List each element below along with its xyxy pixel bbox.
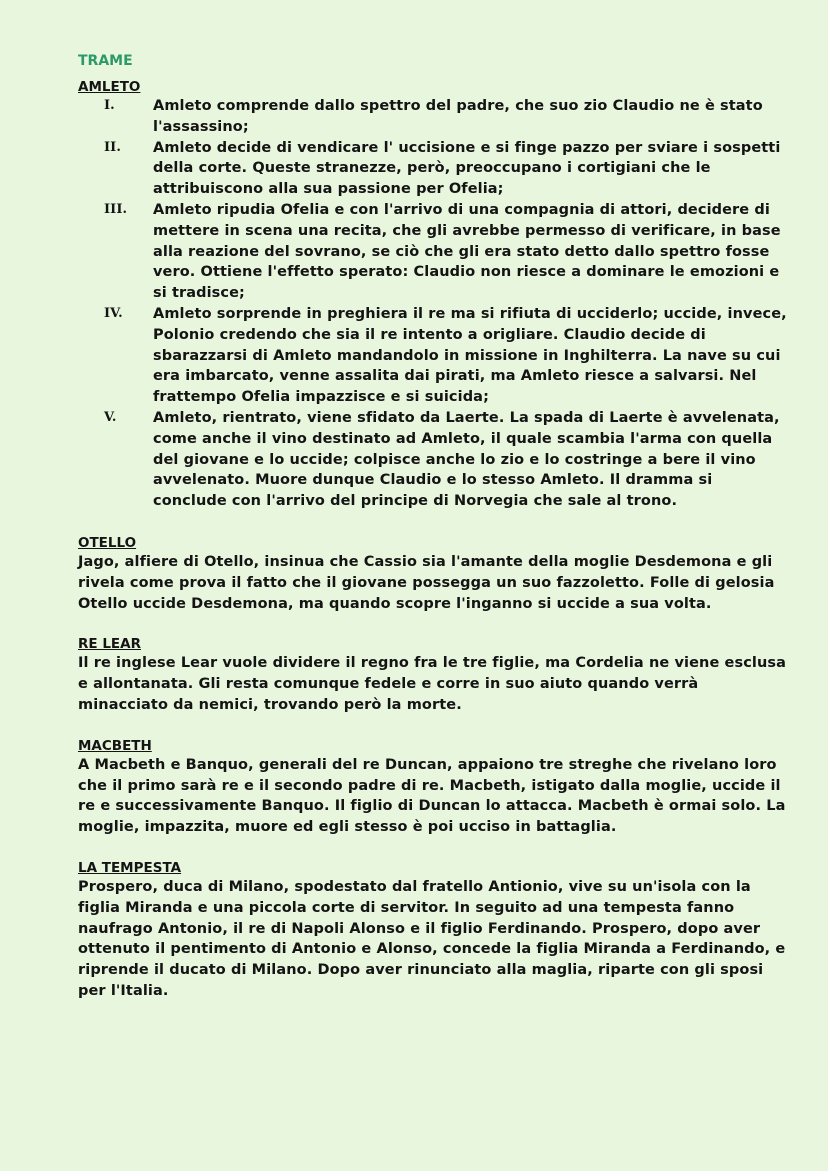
item-number: IV.	[104, 305, 123, 321]
item-text: Amleto decide di vendicare l' uccisione e si finge pazzo per sviare i sospetti della corte. Queste stranezze, però, preoccupano i cortigiani che le attribuiscono alla sua passione per Ofelia;	[153, 139, 781, 198]
section-otello	[78, 534, 788, 614]
section-la-tempesta	[78, 859, 788, 1002]
section-re-lear	[78, 635, 788, 715]
item-number: V.	[104, 409, 117, 425]
amleto-plot-list	[78, 96, 788, 512]
list-item	[78, 408, 788, 512]
section-heading-otello: OTELLO	[78, 534, 137, 551]
item-text: Amleto ripudia Ofelia e con l'arrivo di una compagnia di attori, decidere di mettere in scena una recita, che gli avrebbe permesso di verificare, in base alla reazione del sovrano, se ciò che gli era stato detto dallo spettro fosse vero. Ottiene l'effetto sperato: Claudio non riesce a dominare le emozioni e si tradisce;	[153, 201, 781, 302]
section-macbeth	[78, 737, 788, 838]
section-heading-la-tempesta: LA TEMPESTA	[78, 859, 182, 876]
list-item	[78, 138, 788, 200]
list-item	[78, 304, 788, 408]
section-text-la-tempesta: Prospero, duca di Milano, spodestato dal fratello Antionio, vive su un'isola con la figlia Miranda e una piccola corte di servitor. In seguito ad una tempesta fanno naufrago Antonio, il re di Napoli Alonso e il figlio Ferdinando. Prospero, dopo aver ottenuto il pentimento di Antonio e Alonso, concede la figlia Miranda a Ferdinando, e riprende il ducato di Milano. Dopo aver rinunciato alla maglia, riparte con gli sposi per l'Italia.	[78, 878, 786, 999]
section-text-re-lear: Il re inglese Lear vuole dividere il regno fra le tre figlie, ma Cordelia ne viene esclusa e allontanata. Gli resta comunque fedele e corre in suo aiuto quando verrà minacciato da nemici, trovando però la morte.	[78, 655, 787, 713]
section-heading-re-lear: RE LEAR	[78, 636, 141, 653]
section-amleto	[78, 78, 788, 512]
section-heading-macbeth: MACBETH	[78, 737, 152, 754]
item-number: III.	[104, 201, 128, 217]
section-heading-amleto: AMLETO	[78, 79, 141, 95]
section-text-macbeth: A Macbeth e Banquo, generali del re Duncan, appaiono tre streghe che rivelano loro che il primo sarà re e il secondo padre di re. Macbeth, istigato dalla moglie, uccide il re e successivamente Banquo. Il figlio di Duncan lo attacca. Macbeth è ormai solo. La moglie, impazzita, muore ed egli stesso è poi ucciso in battaglia.	[78, 756, 786, 836]
item-text: Amleto comprende dallo spettro del padre, che suo zio Claudio ne è stato l'assassino;	[153, 98, 763, 135]
item-number: I.	[104, 98, 115, 113]
item-number: II.	[104, 139, 121, 155]
section-text-otello: Jago, alfiere di Otello, insinua che Cassio sia l'amante della moglie Desdemona e gli rivela come prova il fatto che il giovane possegga un suo fazzoletto. Folle di gelosia Otello uccide Desdemona, ma quando scopre l'inganno si uccide a sua volta.	[78, 553, 775, 612]
list-item	[78, 200, 788, 304]
list-item	[78, 96, 788, 138]
item-text: Amleto, rientrato, viene sfidato da Laerte. La spada di Laerte è avvelenata, come anche il vino destinato ad Amleto, il quale scambia l'arma con quella del giovane e lo uccide; colpisce anche lo zio e lo costringe a bere il vino avvelenato. Muore dunque Claudio e lo stesso Amleto. Il dramma si conclude con l'arrivo del principe di Norvegia che sale al trono.	[153, 409, 780, 510]
page-title: TRAME	[78, 53, 133, 69]
item-text: Amleto sorprende in preghiera il re ma si rifiuta di ucciderlo; uccide, invece, Polonio credendo che sia il re intento a origliare. Claudio decide di sbarazzarsi di Amleto mandandolo in missione in Inghilterra. La nave su cui era imbarcato, venne assalita dai pirati, ma Amleto riesce a salvarsi. Nel frattempo Ofelia impazzisce e si suicida;	[153, 305, 787, 406]
